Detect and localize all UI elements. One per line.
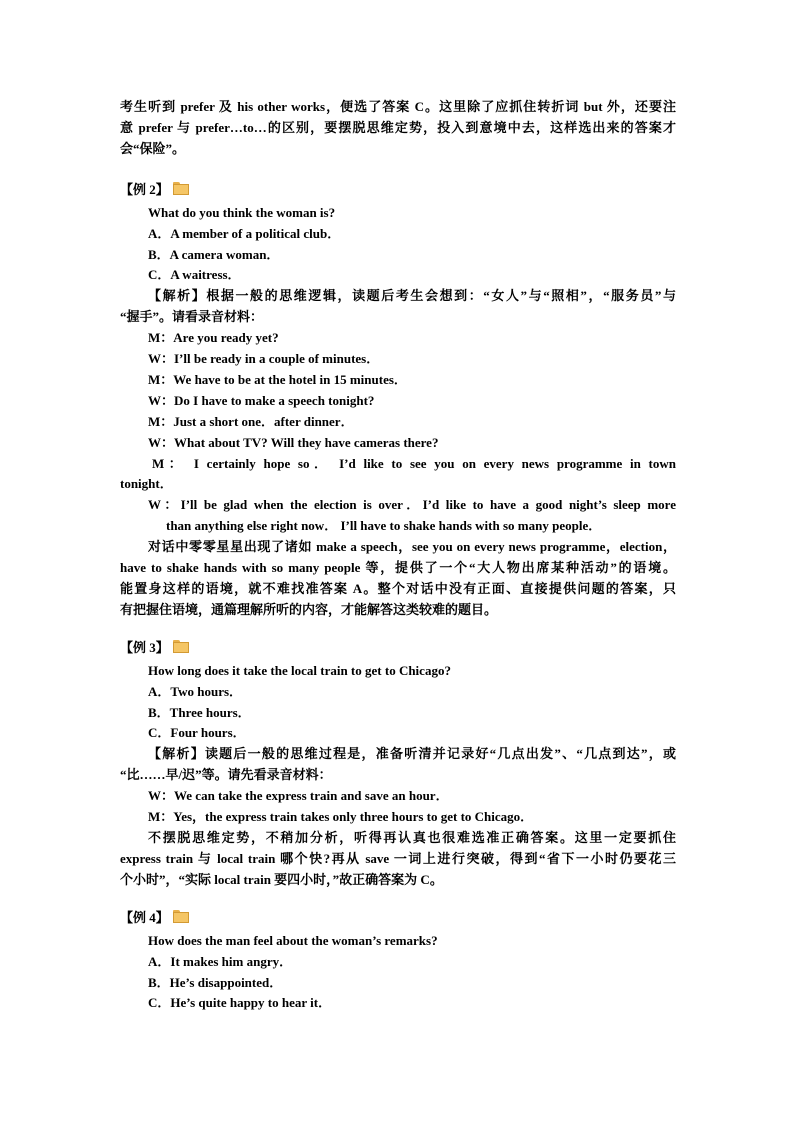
example-label: 【例 4】 (120, 910, 169, 925)
intro-line: 意 prefer 与 prefer…to…的区别，要摆脱思维定势，投入到意境中去，这样选出来的答案才 (120, 120, 676, 135)
dialogue-line: W：We can take the express train and save an hour． (148, 788, 449, 803)
option-a: A．It makes him angry． (148, 954, 293, 969)
dialogue-line: M：Are you ready yet? (148, 330, 279, 345)
question: How long does it take the local train to get to Chicago? (148, 663, 451, 678)
option-a: A．A member of a political club． (148, 226, 341, 241)
option-b: B．A camera woman． (148, 247, 280, 262)
dialogue-line: than anything else right now． I’ll have to shake hands with so many people． (166, 518, 602, 533)
analysis-line: 【解析】根据一般的思维逻辑，读题后考生会想到：“女人”与“照相”，“服务员”与 (148, 288, 676, 303)
question: How does the man feel about the woman’s remarks? (148, 933, 438, 948)
option-c: C．A waitress． (148, 267, 241, 282)
example-3-heading (120, 637, 189, 658)
option-c: C．Four hours． (148, 725, 246, 740)
dialogue-line: W：I’ll be glad when the election is over．I’d like to have a good night’s sleep more (148, 497, 676, 512)
example-label: 【例 2】 (120, 182, 169, 197)
folder-icon[interactable] (173, 640, 189, 653)
analysis-line: “握手”。请看录音材料： (120, 309, 264, 324)
dialogue-line: W：What about TV? Will they have cameras there? (148, 435, 439, 450)
dialogue-line: M：Yes，the express train takes only three hours to get to Chicago． (148, 809, 534, 824)
conclusion-line: 有把握住语境，通篇理解所听的内容，才能解答这类较难的题目。 (120, 602, 498, 617)
intro-line: 考生听到 prefer 及 his other works，便选了答案 C。这里除了应抓住转折词 but 外，还要注 (120, 99, 676, 114)
conclusion-line: express train 与 local train 哪个快?再从 save 一词上进行突破，得到“省下一小时仍要花三 (120, 851, 676, 866)
folder-icon[interactable] (173, 910, 189, 923)
example-4-heading (120, 907, 189, 928)
analysis-line: “比……早/迟”等。请先看录音材料： (120, 767, 332, 782)
dialogue-line: tonight． (120, 476, 173, 491)
option-c: C．He’s quite happy to hear it． (148, 995, 332, 1010)
question: What do you think the woman is? (148, 205, 336, 220)
intro-line: 会“保险”。 (120, 141, 186, 156)
analysis-line: 【解析】读题后一般的思维过程是，准备听清并记录好“几点出发”、“几点到达”，或 (148, 746, 676, 761)
conclusion-line: have to shake hands with so many people 等，提供了一个“大人物出席某种活动”的语境。 (120, 560, 676, 575)
dialogue-line: M： I certainly hope so． I’d like to see you on every news programme in town (152, 456, 676, 471)
folder-icon[interactable] (173, 182, 189, 195)
conclusion-line: 不摆脱思维定势，不稍加分析，听得再认真也很难选准正确答案。这里一定要抓住 (148, 830, 676, 845)
dialogue-line: W：Do I have to make a speech tonight? (148, 393, 375, 408)
option-b: B．He’s disappointed． (148, 975, 283, 990)
option-a: A．Two hours． (148, 684, 243, 699)
example-label: 【例 3】 (120, 640, 169, 655)
dialogue-line: M：We have to be at the hotel in 15 minutes． (148, 372, 407, 387)
dialogue-line: W：I’ll be ready in a couple of minutes． (148, 351, 380, 366)
conclusion-line: 能置身这样的语境，就不难找准答案 A。整个对话中没有正面、直接提供问题的答案，只 (120, 581, 676, 596)
option-b: B．Three hours． (148, 705, 251, 720)
dialogue-line: M：Just a short one．after dinner． (148, 414, 354, 429)
conclusion-line: 对话中零零星星出现了诸如 make a speech，see you on every news programme，election， (148, 539, 676, 554)
example-2-heading (120, 179, 189, 200)
conclusion-line: 个小时”，“实际 local train 要四小时，”故正确答案为 C。 (120, 872, 443, 887)
